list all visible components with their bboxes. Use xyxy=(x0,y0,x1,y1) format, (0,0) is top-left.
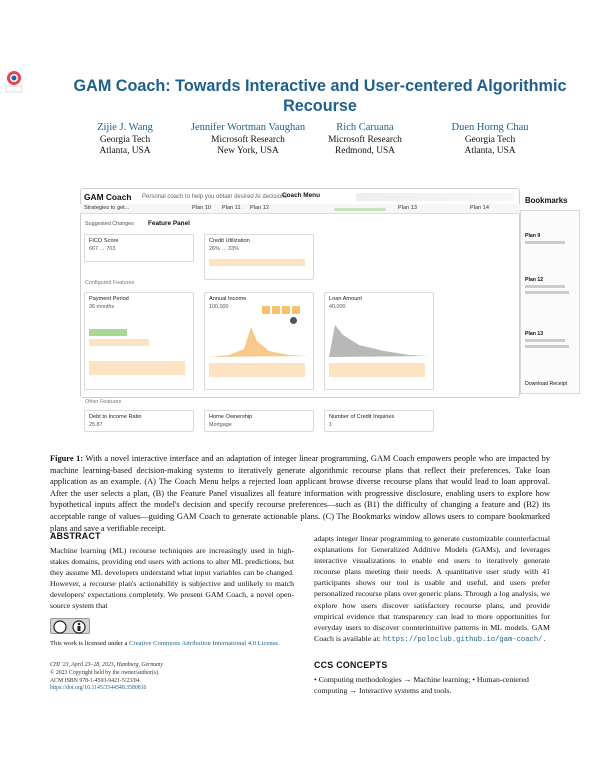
difficulty-emoji-icon[interactable] xyxy=(292,306,300,314)
feature-label: FICO Score xyxy=(89,238,119,244)
feature-card[interactable] xyxy=(324,292,434,390)
project-url-link[interactable]: https://poloclub.github.io/gam-coach/. xyxy=(382,635,547,644)
annotation-marker xyxy=(290,317,297,324)
bookmark-detail xyxy=(525,345,569,348)
bookmark-detail xyxy=(525,285,565,288)
bookmark-plan[interactable]: Plan 9 xyxy=(525,233,541,239)
caption-text: With a novel interactive interface and an adaptation of integer linear programming, GAM Coach empowers people who are impacted by machine learning-based decision-making systems to iteratively generate algorithmic recourse plans that reflect their preferences. Take loan application as an example. (A) The Coach Menu helps a rejected loan applicant browse diverse recourse plans that would lead to loan approval. After the user selects a plan, (B) the Feature Panel visualizes all feature information with progressive disclosure, enabling users to explore how hypothetical inputs affect the model's decision and specify recourse preferences—such as (B1) the difficulty of changing a feature and (B2) its acceptable range of values—guiding GAM Coach to generate actionable plans. (C) The Bookmarks window allows users to compare bookmarked plans and save a verifiable receipt. xyxy=(50,454,550,533)
feature-card[interactable] xyxy=(84,292,194,390)
teaser-figure xyxy=(80,188,568,454)
feature-value: 26% → 33% xyxy=(209,246,239,252)
tab-strategies[interactable]: Strategies to get... xyxy=(84,205,130,211)
author-name[interactable]: Jennifer Wortman Vaughan xyxy=(190,122,306,133)
bookmark-plan[interactable]: Plan 12 xyxy=(525,277,544,283)
bookmarks-panel xyxy=(520,210,580,394)
doi-link[interactable]: https://doi.org/10.1145/3544548.3580816 xyxy=(50,685,147,692)
feature-label: Loan Amount xyxy=(329,296,362,302)
bookmark-plan[interactable]: Plan 13 xyxy=(525,331,544,337)
feature-value: Mortgage xyxy=(209,422,232,428)
bookmark-detail xyxy=(525,339,565,342)
author-location: Atlanta, USA xyxy=(99,146,151,156)
feature-value: 40,000 xyxy=(329,304,346,310)
author-affiliation: Georgia Tech xyxy=(464,134,516,145)
bookmarks-label[interactable]: Bookmarks xyxy=(525,196,568,205)
range-note xyxy=(89,361,185,375)
tab-plan[interactable]: Plan 13 xyxy=(398,205,417,211)
author-location: Redmond, USA xyxy=(335,146,395,156)
caption-label: Figure 1: xyxy=(50,454,84,463)
abstract-heading: ABSTRACT xyxy=(50,531,101,541)
feature-card[interactable] xyxy=(204,410,314,432)
coach-menu-label[interactable]: Coach Menu xyxy=(282,192,320,199)
difficulty-emoji-icon[interactable] xyxy=(282,306,290,314)
feature-card[interactable] xyxy=(324,410,434,432)
option-bar xyxy=(89,329,127,336)
app-subtitle: Personal coach to help you obtain desired AI decisions xyxy=(142,194,288,200)
abstract-text: adapts integer linear programming to generate customizable counterfactual explanations for Generalized Additive Models (GAMs), and leverages interactive visualizations to enable end users to iteratively generate recourse plans meeting their needs. A quantitative user study with 41 participants shows our tool is usable and useful, and users prefer personalized recourse plans over generic plans. Through a log analysis, we explore how users discover satisfactory recourse plans, and provide empirical evidence that transparency can lead to more opportunities for everyday users to discover counterintuitive patterns in ML models. GAM Coach is available at: xyxy=(314,534,550,643)
range-note xyxy=(209,363,305,377)
bookmark-detail xyxy=(525,241,565,244)
feature-value: 667 → 703 xyxy=(89,246,116,252)
isbn-line: ACM ISBN 978-1-4503-9421-5/23/04. xyxy=(50,677,141,684)
author-1 xyxy=(60,122,190,158)
author-name[interactable]: Rich Caruana xyxy=(336,122,394,133)
license-note xyxy=(50,640,294,649)
tab-plan[interactable]: Plan 12 xyxy=(250,205,269,211)
feature-value: 36 months xyxy=(89,304,115,310)
feature-label: Credit Utilization xyxy=(209,238,250,244)
feature-card[interactable] xyxy=(84,410,194,432)
tab-plan[interactable]: Plan 14 xyxy=(470,205,489,211)
menu-toolbar xyxy=(356,193,514,201)
acm-artifact-badge-icon xyxy=(4,70,24,94)
tab-plan[interactable]: Plan 10 xyxy=(192,205,211,211)
feature-card[interactable] xyxy=(204,234,314,280)
author-affiliation: Microsoft Research xyxy=(211,134,285,145)
app-name: GAM Coach xyxy=(84,192,132,202)
feature-label: Payment Period xyxy=(89,296,129,302)
venue-line: CHI '23, April 23–28, 2023, Hamburg, Germany xyxy=(50,662,163,668)
creative-commons-by-icon xyxy=(50,618,90,634)
license-link[interactable]: Creative Commons Attribution International 4.0 License. xyxy=(129,640,280,647)
author-name[interactable]: Duen Horng Chau xyxy=(451,122,529,133)
tab-plan[interactable]: Plan 11 xyxy=(222,205,241,211)
range-note xyxy=(209,259,305,266)
bookmark-detail xyxy=(525,291,569,294)
author-4 xyxy=(420,122,560,158)
suggested-changes-label: Suggested Changes xyxy=(85,221,134,227)
other-features-label: Other Features xyxy=(85,399,122,405)
author-name[interactable]: Zijie J. Wang xyxy=(97,122,153,133)
author-location: New York, USA xyxy=(217,146,279,156)
option-bar xyxy=(89,339,149,346)
feature-card[interactable] xyxy=(84,234,194,262)
author-affiliation: Microsoft Research xyxy=(328,134,402,145)
loan-histogram xyxy=(329,321,429,357)
plan-tabs xyxy=(80,204,520,214)
feature-value: 25.87 xyxy=(89,422,103,428)
plan-progress xyxy=(334,208,386,211)
paper-title: GAM Coach: Towards Interactive and User-centered Algorithmic Recourse xyxy=(73,77,567,115)
income-histogram xyxy=(209,321,309,357)
range-note xyxy=(329,363,425,377)
download-receipt-button[interactable]: Download Receipt xyxy=(525,381,568,387)
abstract-column-2 xyxy=(314,533,550,646)
author-affiliation: Georgia Tech xyxy=(99,134,151,145)
difficulty-emoji-icon[interactable] xyxy=(262,306,270,314)
feature-panel-label: Feature Panel xyxy=(148,220,190,227)
publication-info xyxy=(50,662,294,693)
feature-value: 1 xyxy=(329,422,332,428)
ccs-heading: CCS CONCEPTS xyxy=(314,660,388,670)
copyright-line: © 2023 Copyright held by the owner/author(s). xyxy=(50,669,160,676)
feature-label: Home Ownership xyxy=(209,414,253,420)
difficulty-emoji-icon[interactable] xyxy=(272,306,280,314)
feature-value: 100,000 xyxy=(209,304,229,310)
author-location: Atlanta, USA xyxy=(464,146,516,156)
author-3 xyxy=(300,122,430,158)
ccs-concepts: • Computing methodologies → Machine learning; • Human-centered computing → Interactive systems and tools. xyxy=(314,675,529,696)
figure-caption xyxy=(50,453,550,534)
license-prefix: This work is licensed under a xyxy=(50,640,130,647)
author-2 xyxy=(186,122,310,158)
abstract-column-1: Machine learning (ML) recourse techniques are increasingly used in high-stakes domains, providing end users with actions to alter ML predictions, but they assume ML developers understand what input variables can be changed. However, a recourse plan's actionability is subjective and unlikely to match developers' expectations completely. We present GAM Coach, a novel open-source system that xyxy=(50,546,294,611)
feature-label: Debt to Income Ratio xyxy=(89,414,142,420)
configured-features-label: Configured Features xyxy=(85,280,135,286)
feature-label: Annual Income xyxy=(209,296,247,302)
feature-label: Number of Credit Inquiries xyxy=(329,414,395,420)
